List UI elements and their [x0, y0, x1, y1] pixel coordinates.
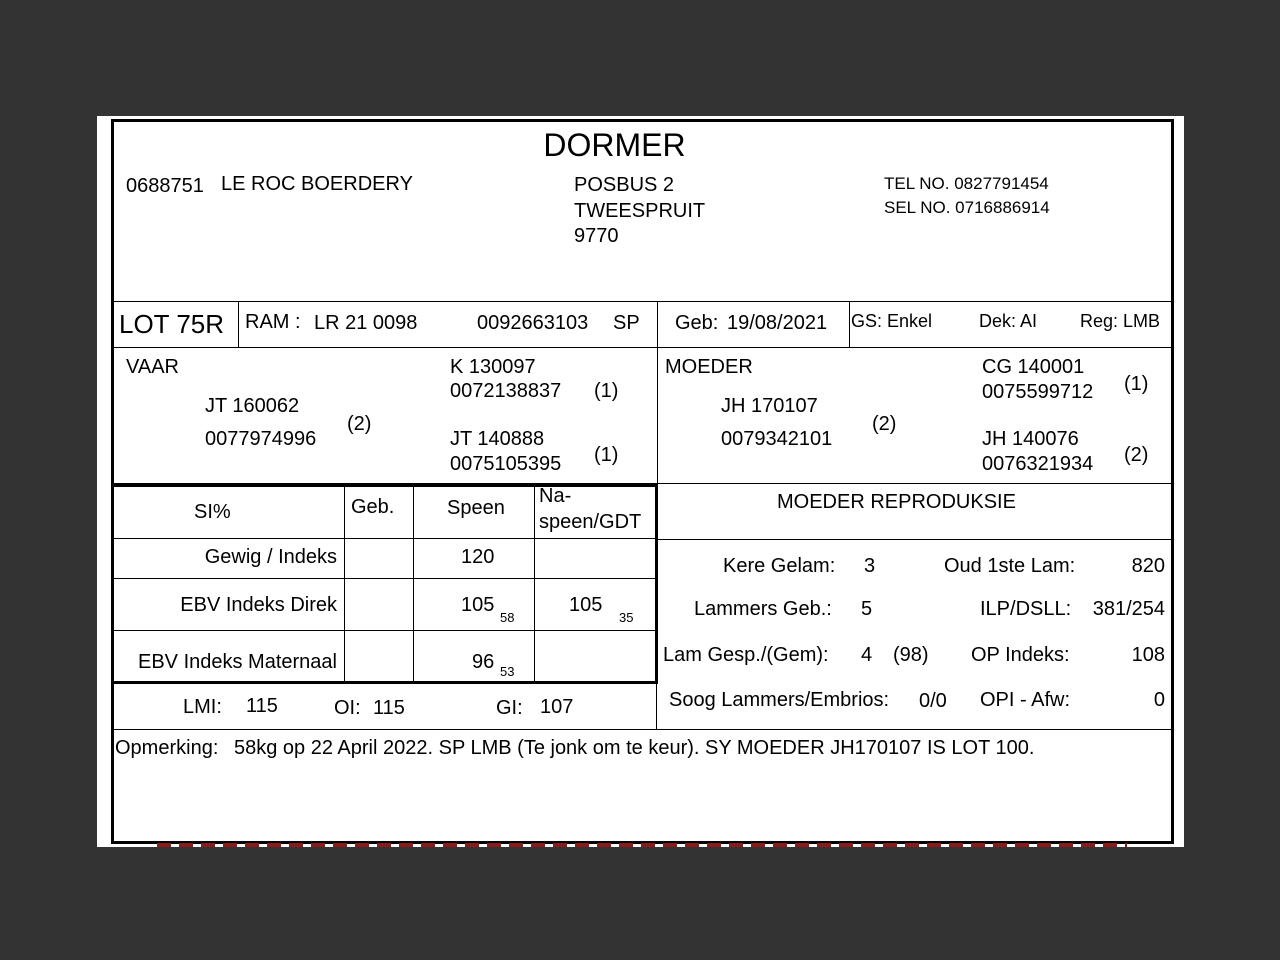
divider-lot-cell	[238, 302, 239, 347]
lam-gesp-gem: (98)	[893, 644, 929, 666]
lammers-geb-label: Lammers Geb.:	[694, 598, 832, 620]
oud-lam-value: 820	[1131, 555, 1165, 577]
sire-sire-grade: (1)	[594, 380, 619, 402]
divider-col-speen	[413, 485, 414, 682]
gs-value: GS: Enkel	[851, 311, 933, 331]
frame-top-border	[111, 119, 1174, 122]
address-line-2: TWEESPRUIT	[574, 200, 706, 222]
dek-value: Dek: AI	[979, 311, 1038, 331]
ram-label: RAM :	[245, 311, 301, 333]
divider-perf-top	[112, 484, 658, 487]
lam-gesp-value: 4	[861, 644, 873, 666]
dam-dam-reg: 0076321934	[982, 453, 1094, 475]
lam-gesp-label: Lam Gesp./(Gem):	[663, 644, 829, 666]
remark-text: 58kg op 22 April 2022. SP LMB (Te jonk om te keur). SY MOEDER JH170107 IS LOT 100.	[234, 737, 1035, 759]
op-indeks-label: OP Indeks:	[971, 644, 1070, 666]
sire-dam-reg: 0075105395	[450, 453, 562, 475]
divider-col-naspeen	[534, 485, 535, 682]
divider-index-right	[656, 682, 657, 729]
breeder-name: LE ROC BOERDERY	[221, 173, 413, 195]
breed-title: DORMER	[543, 127, 686, 163]
row-direk-speen-accuracy: 58	[500, 610, 515, 625]
divider-col-geb	[344, 485, 345, 682]
row-direk-speen: 105	[461, 594, 495, 616]
dam-sire-id: CG 140001	[982, 356, 1085, 378]
ram-class: SP	[613, 312, 640, 334]
divider-repro-title	[657, 539, 1173, 540]
kere-gelam-value: 3	[864, 555, 876, 577]
ram-id: LR 21 0098	[314, 312, 418, 334]
lmi-label: LMI:	[183, 696, 222, 718]
dam-dam-id: JH 140076	[982, 428, 1079, 450]
op-indeks-value: 108	[1131, 644, 1165, 666]
kere-gelam-label: Kere Gelam:	[723, 555, 836, 577]
remark-label: Opmerking:	[115, 737, 219, 759]
oud-lam-label: Oud 1ste Lam:	[944, 555, 1076, 577]
sire-grade: (2)	[347, 413, 372, 435]
divider-header	[112, 301, 1173, 302]
address-line-1: POSBUS 2	[574, 174, 675, 196]
sire-dam-grade: (1)	[594, 444, 619, 466]
ram-reg-number: 0092663103	[477, 312, 589, 334]
divider-perf-right	[655, 484, 658, 682]
divider-perf-row2	[112, 630, 658, 631]
soog-label: Soog Lammers/Embrios:	[669, 689, 890, 711]
row-label-ebv-direk: EBV Indeks Direk	[180, 594, 337, 616]
sire-sire-id: K 130097	[450, 356, 536, 378]
gi-value: 107	[540, 696, 574, 718]
lammers-geb-value: 5	[861, 598, 873, 620]
divider-perf-bottom	[112, 681, 658, 684]
divider-perf-header	[112, 538, 658, 539]
naspeen-header-line-1: Na-	[539, 485, 572, 507]
geb-label: Geb:	[675, 312, 719, 334]
speen-header: Speen	[447, 497, 505, 519]
row-label-ebv-maternaal: EBV Indeks Maternaal	[138, 651, 337, 673]
lmi-value: 115	[246, 695, 278, 717]
dam-sire-reg: 0075599712	[982, 381, 1094, 403]
dam-dam-grade: (2)	[1124, 444, 1149, 466]
reg-value: Reg: LMB	[1080, 311, 1161, 331]
oi-value: 115	[373, 697, 405, 719]
vaar-label: VAAR	[126, 356, 179, 378]
repro-title: MOEDER REPRODUKSIE	[777, 491, 1016, 513]
sire-id: JT 160062	[205, 395, 300, 417]
sire-reg: 0077974996	[205, 428, 317, 450]
dam-grade: (2)	[872, 413, 897, 435]
row-maternaal-speen-accuracy: 53	[500, 664, 515, 679]
geb-header: Geb.	[351, 496, 395, 518]
divider-lot-row	[112, 347, 1173, 348]
row-label-gewig: Gewig / Indeks	[204, 546, 337, 568]
cut-off-red-text	[157, 843, 1127, 847]
soog-value: 0/0	[919, 690, 947, 712]
sire-dam-id: JT 140888	[450, 428, 545, 450]
geb-date: 19/08/2021	[727, 312, 828, 334]
dam-reg: 0079342101	[721, 428, 833, 450]
ilp-value: 381/254	[1092, 598, 1165, 620]
row-direk-naspeen-accuracy: 35	[619, 610, 634, 625]
breeder-code: 0688751	[126, 175, 204, 197]
naspeen-header-line-2: speen/GDT	[539, 511, 642, 533]
row-gewig-speen: 120	[461, 546, 495, 568]
moeder-label: MOEDER	[665, 356, 753, 378]
lot-card	[97, 116, 1184, 847]
dam-sire-grade: (1)	[1124, 373, 1149, 395]
ilp-label: ILP/DSLL:	[980, 598, 1072, 620]
dam-id: JH 170107	[721, 395, 818, 417]
si-header: SI%	[194, 501, 231, 523]
oi-label: OI:	[334, 697, 361, 719]
tel-number: TEL NO. 0827791454	[884, 174, 1049, 193]
divider-lot-middle	[657, 302, 658, 484]
row-maternaal-speen: 96	[472, 651, 495, 673]
opi-afw-label: OPI - Afw:	[980, 689, 1071, 711]
frame-right-border	[1171, 119, 1174, 841]
sel-number: SEL NO. 0716886914	[884, 198, 1050, 217]
divider-gs-cell	[849, 302, 850, 347]
frame-left-border	[111, 119, 114, 841]
address-line-3: 9770	[574, 225, 619, 247]
row-direk-naspeen: 105	[569, 594, 603, 616]
opi-afw-value: 0	[1153, 689, 1165, 711]
divider-perf-row1	[112, 578, 658, 579]
gi-label: GI:	[496, 697, 523, 719]
lot-number: LOT 75R	[119, 309, 225, 339]
sire-sire-reg: 0072138837	[450, 380, 562, 402]
divider-remark	[112, 729, 1173, 730]
